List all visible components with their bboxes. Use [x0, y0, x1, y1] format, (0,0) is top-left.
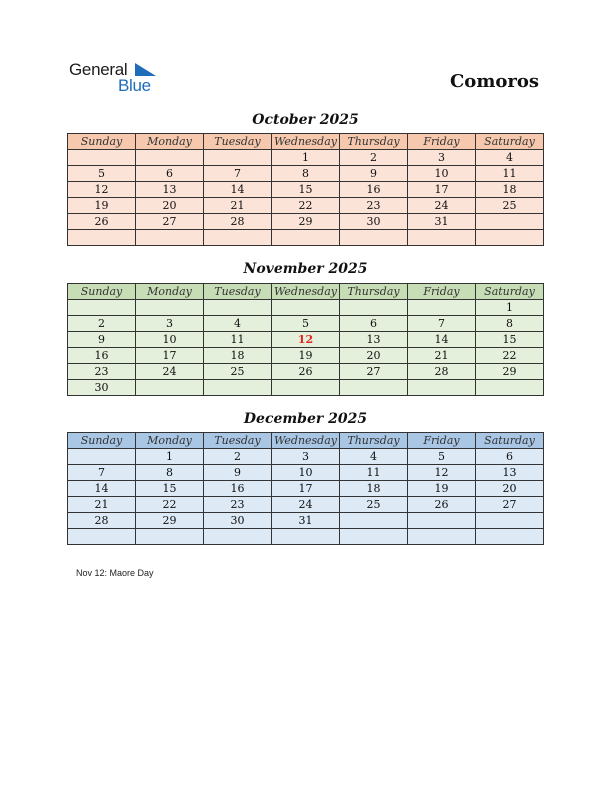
day-cell: 15 — [476, 332, 544, 348]
month-title-december: December 2025 — [243, 411, 368, 427]
day-cell: 14 — [204, 182, 272, 198]
weekday-header: Tuesday — [204, 433, 272, 449]
weekday-header: Wednesday — [272, 284, 340, 300]
day-cell: 9 — [340, 166, 408, 182]
day-cell: 9 — [68, 332, 136, 348]
week-row — [68, 529, 544, 545]
day-cell — [408, 380, 476, 396]
day-cell: 26 — [272, 364, 340, 380]
day-cell: 11 — [340, 465, 408, 481]
weekday-header: Thursday — [340, 284, 408, 300]
month-title-october: October 2025 — [252, 112, 359, 128]
week-row — [68, 166, 544, 182]
day-cell: 7 — [408, 316, 476, 332]
day-cell — [476, 230, 544, 246]
day-cell: 7 — [68, 465, 136, 481]
weekday-header: Sunday — [68, 284, 136, 300]
day-cell — [204, 300, 272, 316]
day-cell: 31 — [272, 513, 340, 529]
day-cell: 6 — [476, 449, 544, 465]
day-cell: 12 — [408, 465, 476, 481]
day-cell: 6 — [136, 166, 204, 182]
day-cell — [476, 214, 544, 230]
logo-triangle-icon — [135, 63, 157, 77]
week-row — [68, 481, 544, 497]
week-row — [68, 380, 544, 396]
day-cell — [476, 513, 544, 529]
day-cell: 5 — [408, 449, 476, 465]
day-cell: 4 — [204, 316, 272, 332]
day-cell: 29 — [476, 364, 544, 380]
day-cell: 22 — [136, 497, 204, 513]
day-cell — [408, 529, 476, 545]
day-cell: 23 — [68, 364, 136, 380]
day-cell: 23 — [204, 497, 272, 513]
week-row — [68, 449, 544, 465]
weekday-header: Friday — [408, 284, 476, 300]
day-cell — [68, 529, 136, 545]
weekday-header: Saturday — [476, 433, 544, 449]
day-cell: 2 — [204, 449, 272, 465]
day-cell: 18 — [340, 481, 408, 497]
weekday-header: Monday — [136, 134, 204, 150]
day-cell: 16 — [204, 481, 272, 497]
weekday-header: Sunday — [68, 433, 136, 449]
day-cell: 19 — [68, 198, 136, 214]
day-cell — [68, 230, 136, 246]
day-cell — [408, 513, 476, 529]
logo-text-general: General — [69, 60, 128, 79]
week-row — [68, 316, 544, 332]
weekday-header: Tuesday — [204, 134, 272, 150]
day-cell: 10 — [408, 166, 476, 182]
day-cell: 10 — [136, 332, 204, 348]
day-cell — [68, 300, 136, 316]
day-cell: 13 — [476, 465, 544, 481]
weekday-header: Monday — [136, 433, 204, 449]
calendar-december — [67, 432, 544, 545]
calendar-october — [67, 133, 544, 246]
day-cell: 28 — [68, 513, 136, 529]
country-title: Comoros — [449, 71, 539, 92]
day-cell — [68, 449, 136, 465]
day-cell: 21 — [408, 348, 476, 364]
day-cell — [136, 300, 204, 316]
day-cell: 13 — [136, 182, 204, 198]
day-cell: 12 — [68, 182, 136, 198]
day-cell: 26 — [408, 497, 476, 513]
day-cell: 25 — [340, 497, 408, 513]
day-cell: 2 — [340, 150, 408, 166]
day-cell: 17 — [408, 182, 476, 198]
day-cell — [340, 230, 408, 246]
day-cell: 24 — [408, 198, 476, 214]
day-cell: 22 — [272, 198, 340, 214]
day-cell: 2 — [68, 316, 136, 332]
week-row — [68, 182, 544, 198]
day-cell: 17 — [272, 481, 340, 497]
weekday-header: Saturday — [476, 134, 544, 150]
day-cell: 25 — [204, 364, 272, 380]
weekday-header: Thursday — [340, 134, 408, 150]
day-cell: 8 — [476, 316, 544, 332]
day-cell — [476, 529, 544, 545]
week-row — [68, 150, 544, 166]
weekday-header: Wednesday — [272, 134, 340, 150]
weekday-header: Wednesday — [272, 433, 340, 449]
day-cell: 1 — [272, 150, 340, 166]
day-cell: 13 — [340, 332, 408, 348]
day-cell — [136, 529, 204, 545]
day-cell — [68, 150, 136, 166]
weekday-header: Saturday — [476, 284, 544, 300]
weekday-header: Monday — [136, 284, 204, 300]
day-cell — [136, 150, 204, 166]
day-cell: 15 — [272, 182, 340, 198]
weekday-header-row — [68, 134, 544, 150]
day-cell: 14 — [408, 332, 476, 348]
day-cell: 29 — [272, 214, 340, 230]
day-cell: 1 — [476, 300, 544, 316]
holiday-note: Nov 12: Maore Day — [76, 568, 154, 578]
day-cell: 27 — [476, 497, 544, 513]
day-cell: 19 — [408, 481, 476, 497]
day-cell: 20 — [136, 198, 204, 214]
day-cell — [204, 150, 272, 166]
day-cell: 17 — [136, 348, 204, 364]
week-row — [68, 198, 544, 214]
day-cell: 9 — [204, 465, 272, 481]
day-cell: 24 — [272, 497, 340, 513]
day-cell: 1 — [136, 449, 204, 465]
month-title-november: November 2025 — [243, 261, 368, 277]
day-cell: 31 — [408, 214, 476, 230]
holiday-day-cell: 12 — [272, 332, 340, 348]
day-cell: 21 — [204, 198, 272, 214]
day-cell — [272, 380, 340, 396]
calendar-november — [67, 283, 544, 396]
week-row — [68, 465, 544, 481]
day-cell: 19 — [272, 348, 340, 364]
weekday-header: Friday — [408, 134, 476, 150]
day-cell: 6 — [340, 316, 408, 332]
week-row — [68, 230, 544, 246]
day-cell: 11 — [204, 332, 272, 348]
week-row — [68, 364, 544, 380]
day-cell — [204, 529, 272, 545]
day-cell: 5 — [68, 166, 136, 182]
day-cell: 20 — [340, 348, 408, 364]
day-cell: 4 — [476, 150, 544, 166]
weekday-header: Thursday — [340, 433, 408, 449]
week-row — [68, 348, 544, 364]
day-cell: 21 — [68, 497, 136, 513]
day-cell: 25 — [476, 198, 544, 214]
day-cell: 15 — [136, 481, 204, 497]
day-cell: 5 — [272, 316, 340, 332]
day-cell: 8 — [272, 166, 340, 182]
logo — [69, 60, 159, 96]
day-cell — [272, 230, 340, 246]
day-cell: 3 — [408, 150, 476, 166]
day-cell: 30 — [204, 513, 272, 529]
day-cell: 28 — [408, 364, 476, 380]
day-cell: 27 — [340, 364, 408, 380]
day-cell — [408, 230, 476, 246]
day-cell — [204, 230, 272, 246]
day-cell: 18 — [476, 182, 544, 198]
day-cell — [476, 380, 544, 396]
day-cell — [340, 513, 408, 529]
day-cell: 18 — [204, 348, 272, 364]
week-row — [68, 332, 544, 348]
weekday-header: Sunday — [68, 134, 136, 150]
day-cell: 30 — [68, 380, 136, 396]
day-cell: 16 — [340, 182, 408, 198]
day-cell: 20 — [476, 481, 544, 497]
day-cell: 28 — [204, 214, 272, 230]
day-cell: 16 — [68, 348, 136, 364]
week-row — [68, 300, 544, 316]
day-cell — [340, 300, 408, 316]
day-cell: 27 — [136, 214, 204, 230]
day-cell: 7 — [204, 166, 272, 182]
week-row — [68, 214, 544, 230]
day-cell: 30 — [340, 214, 408, 230]
day-cell — [204, 380, 272, 396]
day-cell: 10 — [272, 465, 340, 481]
day-cell: 29 — [136, 513, 204, 529]
day-cell: 3 — [272, 449, 340, 465]
day-cell: 3 — [136, 316, 204, 332]
day-cell — [272, 300, 340, 316]
day-cell — [408, 300, 476, 316]
day-cell — [340, 529, 408, 545]
day-cell — [340, 380, 408, 396]
weekday-header: Friday — [408, 433, 476, 449]
weekday-header-row — [68, 284, 544, 300]
day-cell: 8 — [136, 465, 204, 481]
logo-text-blue: Blue — [118, 76, 151, 95]
day-cell: 4 — [340, 449, 408, 465]
day-cell: 22 — [476, 348, 544, 364]
day-cell: 14 — [68, 481, 136, 497]
day-cell — [136, 380, 204, 396]
day-cell: 26 — [68, 214, 136, 230]
day-cell: 23 — [340, 198, 408, 214]
day-cell — [272, 529, 340, 545]
week-row — [68, 513, 544, 529]
weekday-header-row — [68, 433, 544, 449]
day-cell: 24 — [136, 364, 204, 380]
weekday-header: Tuesday — [204, 284, 272, 300]
day-cell — [136, 230, 204, 246]
day-cell: 11 — [476, 166, 544, 182]
week-row — [68, 497, 544, 513]
